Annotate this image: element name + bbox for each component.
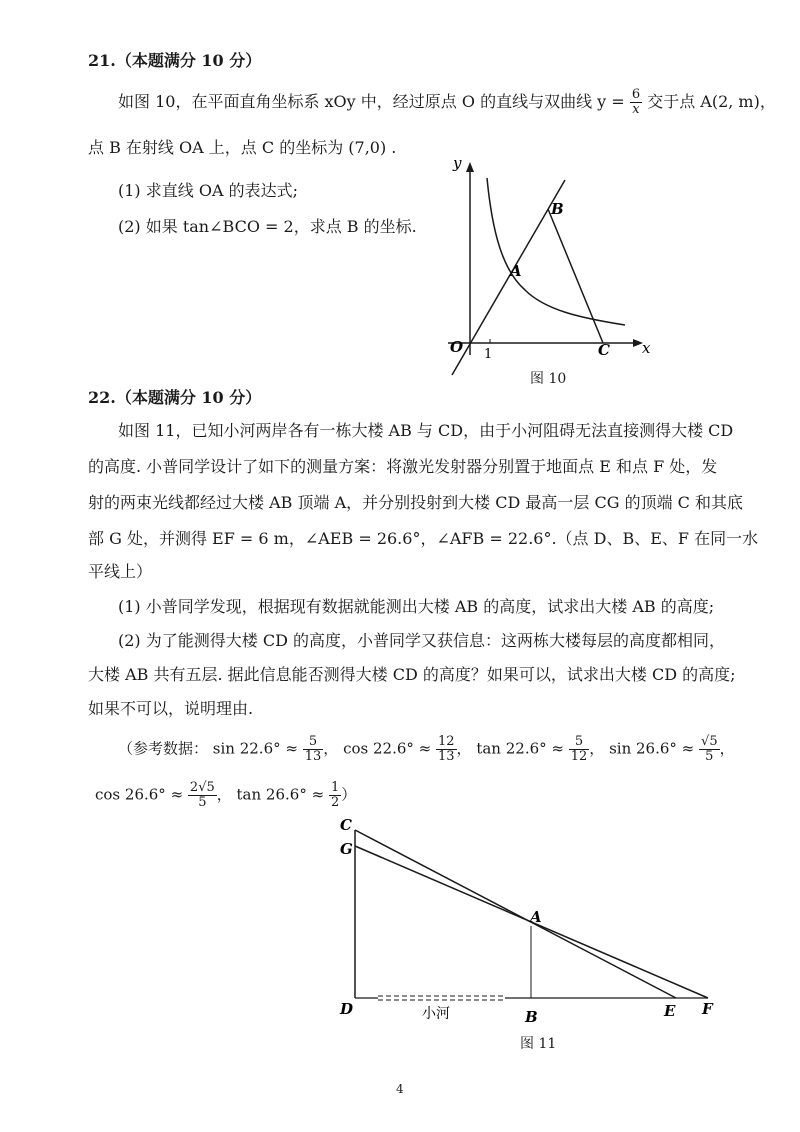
q21-intro-b: 交于点 A(2, m)， [647, 92, 776, 111]
ref-sin266-num: √5 [701, 734, 718, 749]
q22-part2-a: (2) 为了能测得大楼 CD 的高度，小普同学又获信息：这两栋大楼每层的高度都相同， [118, 631, 725, 650]
ref-sin226-num: 5 [303, 735, 324, 750]
q21-intro-a: 如图 10，在平面直角坐标系 xOy 中，经过原点 O 的直线与双曲线 y = [118, 92, 625, 111]
label-C: C [598, 341, 610, 359]
label-B: B [525, 1008, 538, 1026]
label-river: 小河 [422, 1006, 450, 1022]
label-O: O [450, 338, 464, 356]
ref-cos266-num: 2√5 [189, 780, 215, 795]
q21-part2: (2) 如果 tan∠BCO = 2，求点 B 的坐标. [118, 217, 417, 236]
ref-tan226: tan 22.6° ≈ [476, 739, 564, 758]
ref-close: ） [341, 785, 357, 804]
label-D: D [340, 1000, 354, 1018]
label-x: x [642, 339, 651, 357]
label-1: 1 [484, 347, 493, 362]
ref-cos226-num: 12 [438, 734, 455, 749]
q21-frac-den: x [632, 102, 640, 117]
ref-sin226-den: 13 [304, 749, 322, 764]
ref-tan226-num: 5 [569, 735, 590, 750]
figure-11-caption: 图 11 [520, 1036, 557, 1052]
label-A: A [530, 908, 542, 926]
page-number: 4 [396, 1082, 404, 1096]
segment-BC [548, 209, 603, 343]
ref-tan226-den: 12 [570, 749, 588, 764]
q22-part2-c: 如果不可以，说明理由. [88, 699, 254, 718]
q21-line2: 点 B 在射线 OA 上，点 C 的坐标为 (7,0) . [88, 138, 397, 157]
q22-header: 22.（本题满分 10 分） [88, 388, 262, 407]
ref-cos266-den: 5 [198, 795, 207, 810]
ref-sin266: sin 26.6° ≈ [609, 739, 695, 758]
q21-part1: (1) 求直线 OA 的表达式; [118, 181, 298, 200]
y-axis-arrow [466, 162, 474, 172]
ref-open: （参考数据： [118, 739, 209, 758]
ref-tan266-num: 1 [330, 780, 340, 795]
ref-cos266: cos 26.6° ≈ [95, 785, 184, 804]
q22-p5: 平线上） [88, 562, 153, 581]
q21-intro [118, 88, 776, 117]
label-G: G [340, 840, 353, 858]
label-B: B [551, 200, 564, 218]
q22-p2: 的高度. 小普同学设计了如下的测量方案：将激光发射器分别置于地面点 E 和点 F 处，发 [88, 457, 718, 476]
ref-tan266: tan 26.6° ≈ [236, 785, 325, 804]
q21-hyperbola-fraction [630, 88, 642, 117]
ray-CE [355, 830, 676, 998]
ref-cos226-den: 13 [438, 749, 455, 764]
q22-p3: 射的两束光线都经过大楼 AB 顶端 A，并分别投射到大楼 CD 最高一层 CG 的顶端 C 和其底 [88, 493, 743, 512]
ref-cos226: cos 22.6° ≈ [343, 739, 432, 758]
q22-p1: 如图 11，已知小河两岸各有一栋大楼 AB 与 CD，由于小河阻碍无法直接测得大楼 CD [118, 421, 734, 440]
figure-10-caption: 图 10 [530, 371, 567, 387]
q22-p4: 部 G 处，并测得 EF = 6 m，∠AEB = 26.6°，∠AFB = 22.6°.（点 D、B、E、F 在同一水 [88, 529, 759, 548]
q22-part2-b: 大楼 AB 共有五层. 据此信息能否测得大楼 CD 的高度？如果可以，试求出大楼 CD 的高度; [88, 665, 736, 684]
q22-ref-line1: （参考数据： sin 22.6° ≈ $\frac{5}{13}$ ， cos 22.6° ≈ $\frac{12}{13}$ ， tan 22.6° ≈ $\frac{5}{12}$ ， sin 26.6° ≈ $\frac{√5}{5}$ ， [118, 734, 735, 764]
label-E: E [664, 1002, 676, 1020]
figure-10 [420, 150, 660, 390]
label-y: y [453, 154, 462, 172]
q21-header: 21.（本题满分 10 分） [88, 51, 262, 70]
q22-ref-line2: cos 26.6° ≈ $\frac{2√5}{5}$ ， tan 26.6° ≈ $\frac{1}{2}$ ） [95, 780, 357, 810]
label-F: F [702, 1000, 713, 1018]
q22-part1: (1) 小普同学发现，根据现有数据就能测出大楼 AB 的高度，试求出大楼 AB 的高度; [118, 597, 715, 616]
ref-sin226: sin 22.6° ≈ [212, 739, 298, 758]
label-A: A [510, 262, 522, 280]
ref-tan266-den: 2 [330, 795, 340, 810]
q21-frac-num: 6 [631, 87, 641, 102]
ref-sin266-den: 5 [705, 749, 714, 764]
label-C: C [340, 816, 352, 834]
figure-11 [330, 810, 730, 1030]
